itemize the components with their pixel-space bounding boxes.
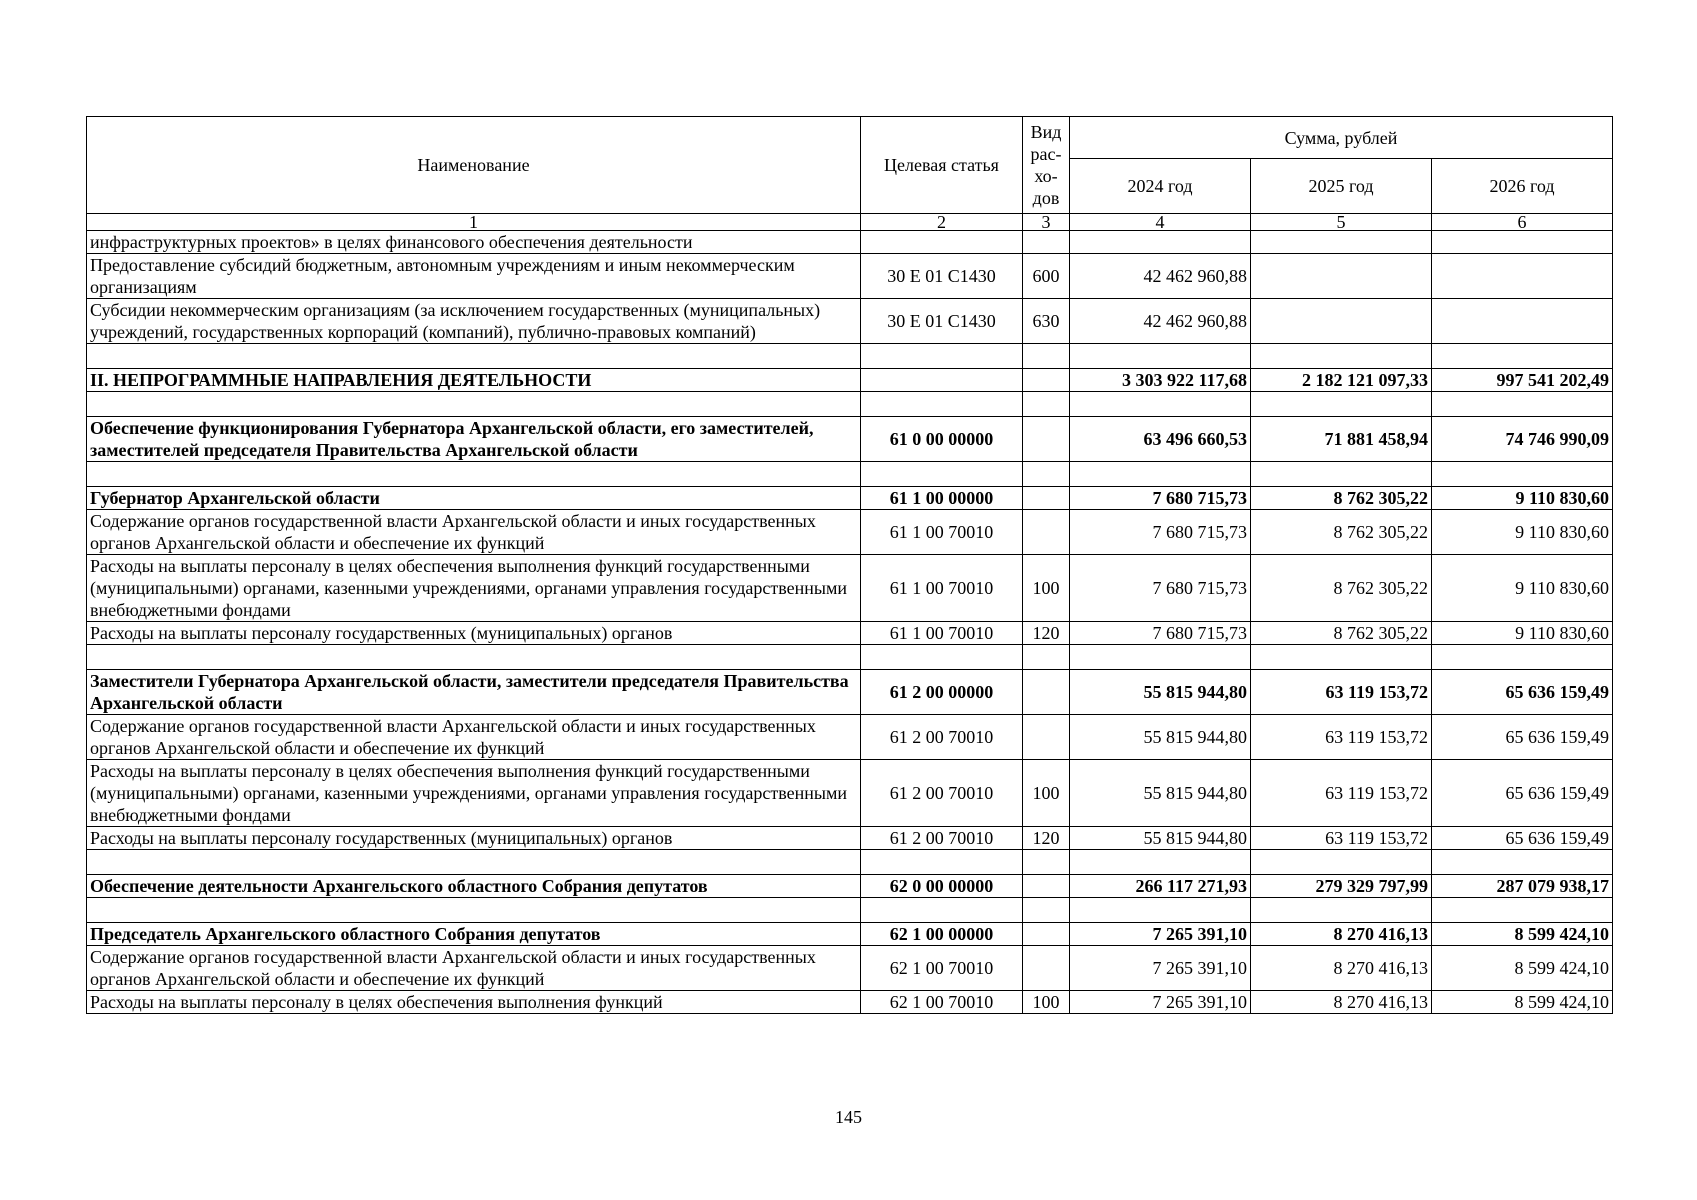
row-kind-cell: 630: [1023, 299, 1070, 344]
row-2024-cell: 55 815 944,80: [1070, 670, 1251, 715]
spacer-row: [87, 392, 1613, 417]
table-row: [87, 946, 1613, 991]
spacer-row: [87, 645, 1613, 670]
table-row: [87, 510, 1613, 555]
empty-cell: [1251, 462, 1432, 487]
row-2024-cell: 266 117 271,93: [1070, 875, 1251, 898]
table-row: [87, 231, 1613, 254]
empty-cell: [861, 898, 1023, 923]
row-2026-cell: 65 636 159,49: [1432, 760, 1613, 827]
row-2026-cell: 65 636 159,49: [1432, 715, 1613, 760]
empty-cell: [1432, 850, 1613, 875]
empty-cell: [1023, 392, 1070, 417]
row-2025-cell: [1251, 299, 1432, 344]
row-2024-cell: 7 265 391,10: [1070, 923, 1251, 946]
row-2025-cell: 8 270 416,13: [1251, 946, 1432, 991]
table-row: [87, 827, 1613, 850]
row-name-cell: Предоставление субсидий бюджетным, автономным учреждениям и иным некоммерческим организациям: [87, 254, 861, 299]
empty-cell: [1070, 850, 1251, 875]
header-code: Целевая статья: [861, 117, 1023, 214]
column-index: 6: [1432, 214, 1613, 231]
section-row: [87, 875, 1613, 898]
spacer-row: [87, 898, 1613, 923]
empty-cell: [1023, 462, 1070, 487]
row-2024-cell: 55 815 944,80: [1070, 827, 1251, 850]
table-body: [87, 231, 1613, 1014]
column-index: 5: [1251, 214, 1432, 231]
row-name-cell: Расходы на выплаты персоналу в целях обеспечения выполнения функций: [87, 991, 861, 1014]
table-row: [87, 299, 1613, 344]
row-name-cell: Содержание органов государственной власти Архангельской области и иных государственных органов Архангельской области и обеспечение их функций: [87, 715, 861, 760]
row-code-cell: 61 1 00 70010: [861, 555, 1023, 622]
row-2025-cell: [1251, 254, 1432, 299]
empty-cell: [87, 462, 861, 487]
row-code-cell: 61 1 00 70010: [861, 510, 1023, 555]
empty-cell: [1432, 898, 1613, 923]
row-kind-cell: 100: [1023, 760, 1070, 827]
row-name-cell: инфраструктурных проектов» в целях финансового обеспечения деятельности: [87, 231, 861, 254]
header-sum: Сумма, рублей: [1070, 117, 1613, 159]
row-2026-cell: 9 110 830,60: [1432, 555, 1613, 622]
row-2025-cell: 2 182 121 097,33: [1251, 369, 1432, 392]
row-2024-cell: [1070, 231, 1251, 254]
row-2024-cell: 55 815 944,80: [1070, 760, 1251, 827]
empty-cell: [1023, 645, 1070, 670]
empty-cell: [1251, 392, 1432, 417]
empty-cell: [1070, 344, 1251, 369]
empty-cell: [1432, 645, 1613, 670]
budget-document: [86, 116, 1612, 1014]
column-index: 2: [861, 214, 1023, 231]
row-kind-cell: 600: [1023, 254, 1070, 299]
empty-cell: [1023, 898, 1070, 923]
spacer-row: [87, 462, 1613, 487]
row-2024-cell: 7 680 715,73: [1070, 487, 1251, 510]
row-kind-cell: [1023, 946, 1070, 991]
header-year-2024: 2024 год: [1070, 159, 1251, 214]
column-index: 1: [87, 214, 861, 231]
row-2025-cell: 8 762 305,22: [1251, 555, 1432, 622]
row-2025-cell: 8 270 416,13: [1251, 991, 1432, 1014]
row-2025-cell: 63 119 153,72: [1251, 827, 1432, 850]
spacer-row: [87, 344, 1613, 369]
row-2025-cell: 71 881 458,94: [1251, 417, 1432, 462]
row-name-cell: Содержание органов государственной власти Архангельской области и иных государственных органов Архангельской области и обеспечение их функций: [87, 510, 861, 555]
row-code-cell: 61 2 00 70010: [861, 715, 1023, 760]
empty-cell: [1251, 850, 1432, 875]
row-2026-cell: 9 110 830,60: [1432, 487, 1613, 510]
empty-cell: [1023, 850, 1070, 875]
row-name-cell: II. НЕПРОГРАММНЫЕ НАПРАВЛЕНИЯ ДЕЯТЕЛЬНОСТИ: [87, 369, 861, 392]
empty-cell: [1251, 645, 1432, 670]
empty-cell: [87, 645, 861, 670]
row-2026-cell: 9 110 830,60: [1432, 510, 1613, 555]
row-kind-cell: [1023, 231, 1070, 254]
row-code-cell: 61 0 00 00000: [861, 417, 1023, 462]
row-2025-cell: 8 762 305,22: [1251, 487, 1432, 510]
row-2025-cell: 63 119 153,72: [1251, 760, 1432, 827]
table-row: [87, 254, 1613, 299]
row-2026-cell: 997 541 202,49: [1432, 369, 1613, 392]
row-2026-cell: 65 636 159,49: [1432, 670, 1613, 715]
row-code-cell: 62 1 00 00000: [861, 923, 1023, 946]
row-2024-cell: 42 462 960,88: [1070, 254, 1251, 299]
empty-cell: [1251, 898, 1432, 923]
empty-cell: [1251, 344, 1432, 369]
row-name-cell: Председатель Архангельского областного Собрания депутатов: [87, 923, 861, 946]
row-2026-cell: 8 599 424,10: [1432, 923, 1613, 946]
row-kind-cell: 120: [1023, 827, 1070, 850]
row-kind-cell: [1023, 487, 1070, 510]
row-2026-cell: 65 636 159,49: [1432, 827, 1613, 850]
row-2024-cell: 7 265 391,10: [1070, 946, 1251, 991]
empty-cell: [861, 645, 1023, 670]
row-code-cell: [861, 231, 1023, 254]
column-index: 4: [1070, 214, 1251, 231]
row-2026-cell: [1432, 254, 1613, 299]
header-kind: Вид рас-хо-дов: [1023, 117, 1070, 214]
empty-cell: [1432, 344, 1613, 369]
row-name-cell: Обеспечение деятельности Архангельского областного Собрания депутатов: [87, 875, 861, 898]
page-number: 145: [835, 1107, 862, 1127]
row-2026-cell: 8 599 424,10: [1432, 991, 1613, 1014]
row-2025-cell: 8 270 416,13: [1251, 923, 1432, 946]
row-2026-cell: [1432, 299, 1613, 344]
section-row: [87, 923, 1613, 946]
empty-cell: [861, 850, 1023, 875]
row-2026-cell: 8 599 424,10: [1432, 946, 1613, 991]
row-name-cell: Губернатор Архангельской области: [87, 487, 861, 510]
row-2026-cell: 74 746 990,09: [1432, 417, 1613, 462]
row-kind-cell: [1023, 510, 1070, 555]
row-code-cell: 61 1 00 00000: [861, 487, 1023, 510]
row-2025-cell: 8 762 305,22: [1251, 622, 1432, 645]
empty-cell: [87, 392, 861, 417]
row-code-cell: [861, 369, 1023, 392]
row-2025-cell: 8 762 305,22: [1251, 510, 1432, 555]
row-code-cell: 62 1 00 70010: [861, 946, 1023, 991]
empty-cell: [87, 850, 861, 875]
table-row: [87, 555, 1613, 622]
empty-cell: [1023, 344, 1070, 369]
row-code-cell: 30 Е 01 С1430: [861, 254, 1023, 299]
row-kind-cell: 100: [1023, 555, 1070, 622]
row-name-cell: Обеспечение функционирования Губернатора Архангельской области, его заместителей, заместителей председателя Правительства Архангельской области: [87, 417, 861, 462]
empty-cell: [87, 344, 861, 369]
row-kind-cell: [1023, 417, 1070, 462]
row-2025-cell: 63 119 153,72: [1251, 715, 1432, 760]
row-name-cell: Расходы на выплаты персоналу государственных (муниципальных) органов: [87, 622, 861, 645]
empty-cell: [1070, 645, 1251, 670]
header-index-row: [87, 214, 1613, 231]
row-name-cell: Расходы на выплаты персоналу в целях обеспечения выполнения функций государственными (муниципальными) органами, казенными учреждениями, органами управления государственными внебюджетными фондами: [87, 555, 861, 622]
row-code-cell: 30 Е 01 С1430: [861, 299, 1023, 344]
header-row-1: [87, 117, 1613, 159]
empty-cell: [1432, 392, 1613, 417]
row-2024-cell: 7 265 391,10: [1070, 991, 1251, 1014]
table-row: [87, 760, 1613, 827]
row-kind-cell: 120: [1023, 622, 1070, 645]
row-code-cell: 62 0 00 00000: [861, 875, 1023, 898]
row-2025-cell: [1251, 231, 1432, 254]
empty-cell: [87, 898, 861, 923]
empty-cell: [861, 392, 1023, 417]
row-name-cell: Расходы на выплаты персоналу в целях обеспечения выполнения функций государственными (муниципальными) органами, казенными учреждениями, органами управления государственными внебюджетными фондами: [87, 760, 861, 827]
row-kind-cell: 100: [1023, 991, 1070, 1014]
empty-cell: [1070, 392, 1251, 417]
row-kind-cell: [1023, 369, 1070, 392]
row-code-cell: 61 2 00 70010: [861, 827, 1023, 850]
budget-table: [86, 116, 1613, 1014]
row-name-cell: Субсидии некоммерческим организациям (за исключением государственных (муниципальных) учреждений, государственных корпораций (компаний), публично-правовых компаний): [87, 299, 861, 344]
empty-cell: [1070, 462, 1251, 487]
row-2024-cell: 42 462 960,88: [1070, 299, 1251, 344]
row-code-cell: 62 1 00 70010: [861, 991, 1023, 1014]
row-2026-cell: 9 110 830,60: [1432, 622, 1613, 645]
row-2024-cell: 63 496 660,53: [1070, 417, 1251, 462]
row-2024-cell: 7 680 715,73: [1070, 622, 1251, 645]
row-2024-cell: 7 680 715,73: [1070, 510, 1251, 555]
row-kind-cell: [1023, 875, 1070, 898]
row-2024-cell: 3 303 922 117,68: [1070, 369, 1251, 392]
row-kind-cell: [1023, 670, 1070, 715]
row-code-cell: 61 1 00 70010: [861, 622, 1023, 645]
empty-cell: [1432, 462, 1613, 487]
row-name-cell: Расходы на выплаты персоналу государственных (муниципальных) органов: [87, 827, 861, 850]
section-row: [87, 369, 1613, 392]
row-2026-cell: 287 079 938,17: [1432, 875, 1613, 898]
header-year-2025: 2025 год: [1251, 159, 1432, 214]
header-year-2026: 2026 год: [1432, 159, 1613, 214]
table-row: [87, 991, 1613, 1014]
row-name-cell: Заместители Губернатора Архангельской области, заместители председателя Правительства Архангельской области: [87, 670, 861, 715]
row-name-cell: Содержание органов государственной власти Архангельской области и иных государственных органов Архангельской области и обеспечение их функций: [87, 946, 861, 991]
column-index: 3: [1023, 214, 1070, 231]
row-kind-cell: [1023, 923, 1070, 946]
row-2025-cell: 63 119 153,72: [1251, 670, 1432, 715]
row-2024-cell: 55 815 944,80: [1070, 715, 1251, 760]
section-row: [87, 417, 1613, 462]
row-2026-cell: [1432, 231, 1613, 254]
row-code-cell: 61 2 00 70010: [861, 760, 1023, 827]
table-row: [87, 622, 1613, 645]
empty-cell: [1070, 898, 1251, 923]
section-row: [87, 670, 1613, 715]
header-name: Наименование: [87, 117, 861, 214]
table-row: [87, 715, 1613, 760]
empty-cell: [861, 344, 1023, 369]
row-code-cell: 61 2 00 00000: [861, 670, 1023, 715]
row-kind-cell: [1023, 715, 1070, 760]
row-2024-cell: 7 680 715,73: [1070, 555, 1251, 622]
section-row: [87, 487, 1613, 510]
row-2025-cell: 279 329 797,99: [1251, 875, 1432, 898]
spacer-row: [87, 850, 1613, 875]
empty-cell: [861, 462, 1023, 487]
